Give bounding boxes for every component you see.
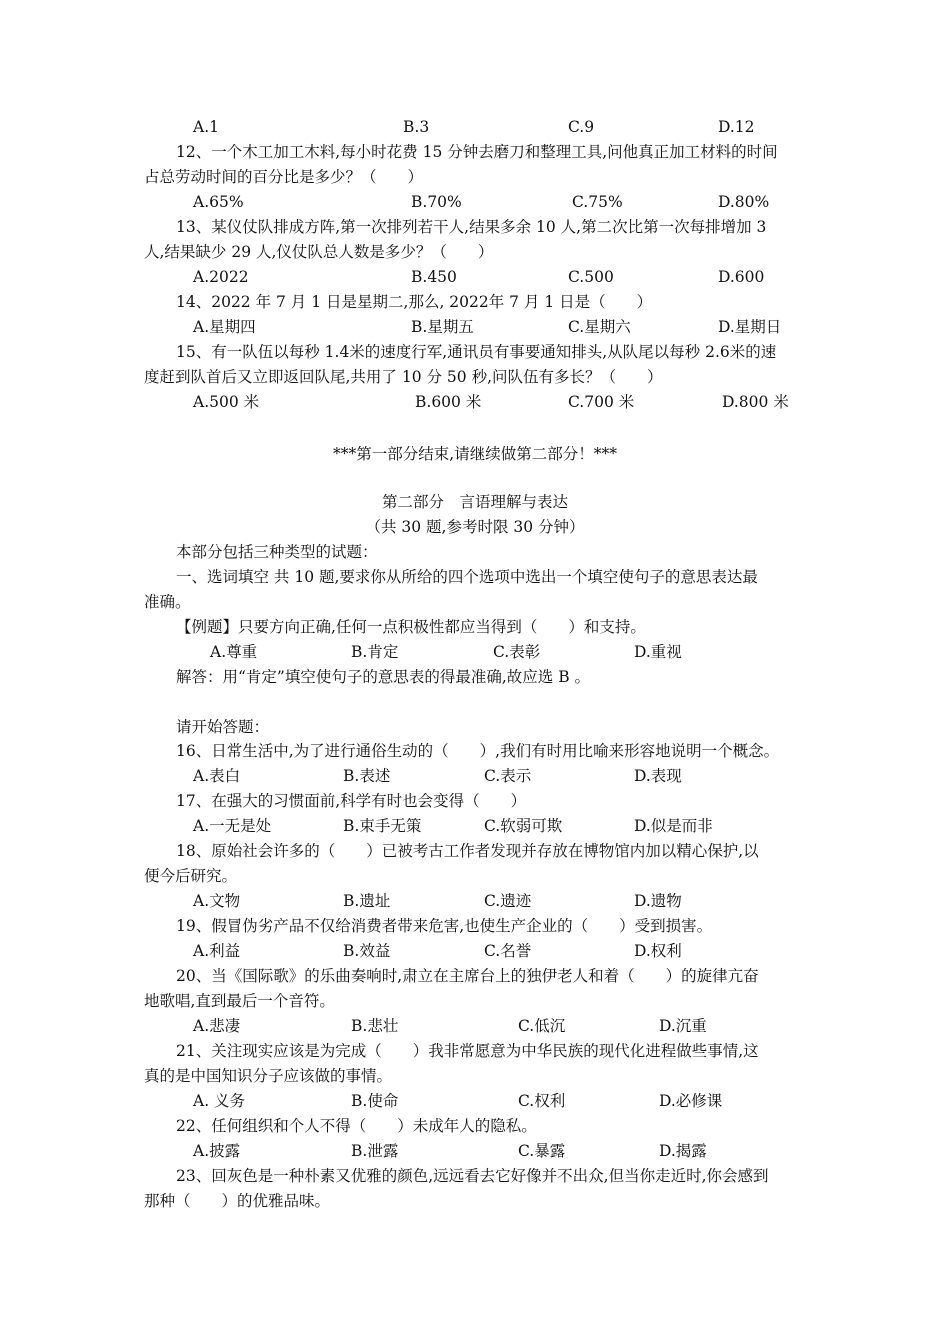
option-c: C.名誉 <box>484 942 532 960</box>
q17-options <box>0 814 950 838</box>
option-c: C.权利 <box>518 1092 566 1110</box>
option-a: A.一无是处 <box>193 817 272 835</box>
option-c: C.75% <box>572 193 623 211</box>
option-c: C.700 米 <box>568 393 635 411</box>
q20-options <box>0 1014 950 1038</box>
option-b: B.束手无策 <box>343 817 422 835</box>
q18-options <box>0 889 950 913</box>
begin-prompt: 请开始答题： <box>176 718 270 736</box>
option-c: C.9 <box>568 118 595 136</box>
option-a: A.利益 <box>193 942 241 960</box>
option-c: C.软弱可欺 <box>484 817 563 835</box>
q23-question: 23、回灰色是一种朴素又优雅的颜色,远远看去它好像并不出众,但当你走近时,你会感到 <box>176 1167 769 1185</box>
option-b: B.肯定 <box>351 643 399 661</box>
option-a: A.2022 <box>193 268 249 286</box>
q16-options <box>0 764 950 788</box>
option-b: B.泄露 <box>351 1142 399 1160</box>
q13-question: 13、某仪仗队排成方阵,第一次排列若干人,结果多余 10 人,第二次比第一次每排增加 3 <box>176 218 767 236</box>
example-question: 【例题】只要方向正确,任何一点积极性都应当得到（ ）和支持。 <box>176 618 646 636</box>
option-d: D.似是而非 <box>634 817 713 835</box>
option-d: D.必修课 <box>659 1092 723 1110</box>
option-b: B.遗址 <box>343 892 391 910</box>
option-a: A. 义务 <box>193 1092 246 1110</box>
option-a: A.1 <box>193 118 219 136</box>
option-d: D.星期日 <box>718 318 782 336</box>
q18-question: 18、原始社会许多的（ ）已被考古工作者发现并存放在博物馆内加以精心保护,以 <box>176 842 759 860</box>
q20-question: 20、当《国际歌》的乐曲奏响时,肃立在主席台上的独伊老人和着（ ）的旋律亢奋 <box>176 967 759 985</box>
option-c: C.表彰 <box>493 643 541 661</box>
q22-options <box>0 1139 950 1163</box>
option-b: B.效益 <box>343 942 391 960</box>
option-c: C.星期六 <box>568 318 631 336</box>
type1-instructions-cont: 准确。 <box>144 593 191 611</box>
example-answer: 解答：用“肯定”填空使句子的意思表的得最准确,故应选 B 。 <box>176 668 591 686</box>
option-d: D.遗物 <box>634 892 682 910</box>
q15-question-cont: 度赶到队首后又立即返回队尾,共用了 10 分 50 秒,问队伍有多长？（ ） <box>144 368 663 386</box>
option-a: A.500 米 <box>193 393 260 411</box>
option-d: D.600 <box>718 268 765 286</box>
option-b: B.3 <box>403 118 430 136</box>
part2-title: 第二部分 言语理解与表达 <box>381 493 568 511</box>
option-a: A.文物 <box>193 892 241 910</box>
part2-intro: 本部分包括三种类型的试题： <box>176 543 378 561</box>
option-c: C.低沉 <box>518 1017 566 1035</box>
q14-question: 14、2022 年 7 月 1 日是星期二,那么, 2022年 7 月 1 日是（ ） <box>176 293 653 311</box>
option-c: C.500 <box>568 268 614 286</box>
q14-options <box>0 315 950 339</box>
option-c: C.暴露 <box>518 1142 566 1160</box>
q15-options <box>0 390 950 414</box>
q12-options <box>0 190 950 214</box>
q11-options <box>0 115 950 139</box>
option-d: D.800 米 <box>722 393 789 411</box>
q12-question-cont: 占总劳动时间的百分比是多少？（ ） <box>144 168 424 186</box>
option-a: A.悲凄 <box>193 1017 241 1035</box>
q22-question: 22、任何组织和个人不得（ ）未成年人的隐私。 <box>176 1117 537 1135</box>
option-b: B.表述 <box>343 767 391 785</box>
option-c: C.遗迹 <box>484 892 532 910</box>
section-end-notice: ***第一部分结束,请继续做第二部分！*** <box>333 445 617 463</box>
q16-question: 16、日常生活中,为了进行通俗生动的（ ）,我们有时用比喻来形容地说明一个概念。 <box>176 742 780 760</box>
option-b: B.星期五 <box>411 318 474 336</box>
part2-subtitle: （共 30 题,参考时限 30 分钟） <box>365 518 585 536</box>
option-a: A.表白 <box>193 767 241 785</box>
q13-options <box>0 265 950 289</box>
option-b: B.悲壮 <box>351 1017 399 1035</box>
option-a: A.星期四 <box>193 318 256 336</box>
option-d: D.12 <box>718 118 755 136</box>
q17-question: 17、在强大的习惯面前,科学有时也会变得（ ） <box>176 792 527 810</box>
type1-instructions: 一、选词填空 共 10 题,要求你从所给的四个选项中选出一个填空使句子的意思表达最 <box>176 568 758 586</box>
q21-question: 21、关注现实应该是为完成（ ）我非常愿意为中华民族的现代化进程做些事情,这 <box>176 1042 759 1060</box>
q19-options <box>0 939 950 963</box>
option-a: A.披露 <box>193 1142 241 1160</box>
option-b: B.600 米 <box>415 393 482 411</box>
q12-question: 12、一个木工加工木料,每小时花费 15 分钟去磨刀和整理工具,问他真正加工材料的时间 <box>176 143 778 161</box>
q21-options <box>0 1089 950 1113</box>
q18-question-cont: 便今后研究。 <box>144 867 238 885</box>
example-options <box>0 640 950 664</box>
option-d: D.重视 <box>634 643 682 661</box>
option-d: D.揭露 <box>659 1142 707 1160</box>
q21-question-cont: 真的是中国知识分子应该做的事情。 <box>144 1067 393 1085</box>
option-a: A.65% <box>193 193 244 211</box>
option-b: B.450 <box>411 268 457 286</box>
option-d: D.沉重 <box>659 1017 707 1035</box>
option-b: B.70% <box>411 193 462 211</box>
q20-question-cont: 地歌唱,直到最后一个音符。 <box>144 992 335 1010</box>
option-d: D.表现 <box>634 767 682 785</box>
option-b: B.使命 <box>351 1092 399 1110</box>
option-c: C.表示 <box>484 767 532 785</box>
q15-question: 15、有一队伍以每秒 1.4米的速度行军,通讯员有事要通知排头,从队尾以每秒 2.6米的速 <box>176 343 777 361</box>
option-d: D.权利 <box>634 942 682 960</box>
option-a: A.尊重 <box>210 643 258 661</box>
q19-question: 19、假冒伪劣产品不仅给消费者带来危害,也使生产企业的（ ）受到损害。 <box>176 917 713 935</box>
q23-question-cont: 那种（ ）的优雅品味。 <box>144 1192 331 1210</box>
q13-question-cont: 人,结果缺少 29 人,仪仗队总人数是多少？（ ） <box>144 243 494 261</box>
option-d: D.80% <box>718 193 770 211</box>
